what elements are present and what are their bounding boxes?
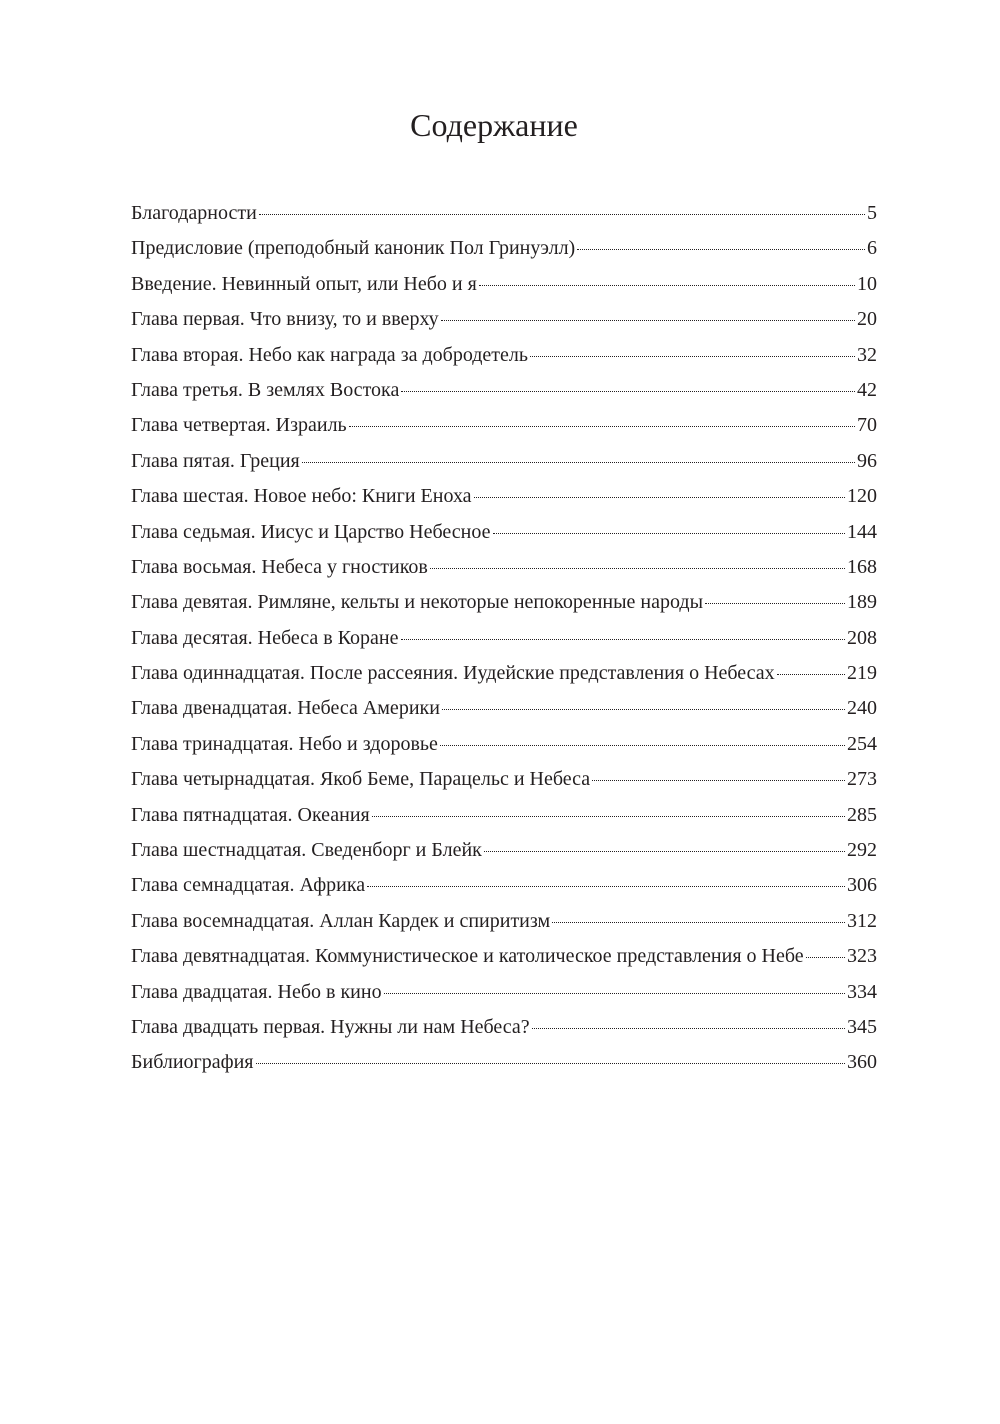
toc-entry-page-number: 5: [867, 202, 877, 224]
dot-leader: [705, 603, 845, 604]
toc-entry-label: Глава четвертая. Израиль: [131, 414, 347, 437]
toc-entry: [131, 833, 877, 868]
toc-entry: [131, 373, 877, 408]
toc-entry-page-number: 323: [847, 945, 877, 968]
dot-leader: [441, 320, 855, 321]
dot-leader: [349, 426, 855, 427]
toc-entry-label: Глава седьмая. Иисус и Царство Небесное: [131, 520, 491, 543]
toc-entry-page-number: 360: [847, 1051, 877, 1074]
toc-entry-page-number: 189: [847, 591, 877, 614]
toc-entry-label: Библиография: [131, 1051, 254, 1074]
toc-entry: [131, 550, 877, 585]
toc-entry-page-number: 240: [847, 697, 877, 720]
toc-entry-page-number: 254: [847, 732, 877, 755]
toc-entry-page-number: 10: [857, 272, 877, 295]
toc-entry-label: Глава десятая. Небеса в Коране: [131, 626, 399, 649]
toc-entry-label: Предисловие (преподобный каноник Пол Гринуэлл): [131, 237, 576, 260]
toc-entry-label: Глава двенадцатая. Небеса Америки: [131, 697, 440, 720]
toc-entry-label: Глава восьмая. Небеса у гностиков: [131, 555, 428, 578]
toc-entry-page-number: 273: [847, 768, 877, 791]
toc-entry-label: Глава пятая. Греция: [131, 449, 300, 472]
dot-leader: [440, 745, 845, 746]
toc-entry-page-number: 6: [867, 237, 877, 260]
toc-entry-page-number: 306: [847, 874, 877, 897]
toc-entry: [131, 727, 877, 762]
toc-entry: [131, 444, 877, 479]
toc-entry-label: Глава двадцатая. Небо в кино: [131, 980, 382, 1003]
toc-entry-page-number: 120: [847, 485, 877, 508]
toc-entry-page-number: 96: [857, 449, 877, 472]
toc-entry: [131, 798, 877, 833]
toc-entry-page-number: 219: [847, 662, 877, 685]
dot-leader: [401, 639, 845, 640]
toc-entry-label: Глава пятнадцатая. Океания: [131, 803, 370, 826]
dot-leader: [532, 1028, 845, 1029]
toc-entry-label: Глава вторая. Небо как награда за добродетель: [131, 343, 529, 366]
dot-leader: [479, 285, 855, 286]
toc-entry-page-number: 144: [847, 520, 877, 543]
dot-leader: [401, 391, 855, 392]
toc-entry-page-number: 285: [847, 803, 877, 826]
toc-entry: [131, 302, 877, 337]
toc-entry: [131, 1045, 877, 1080]
toc-entry: [131, 904, 877, 939]
toc-entry-label: Благодарности: [131, 202, 257, 224]
dot-leader: [552, 922, 845, 923]
toc-entry-page-number: 208: [847, 626, 877, 649]
dot-leader: [256, 1063, 846, 1064]
toc-entry: [131, 479, 877, 514]
toc-entry-label: Глава двадцать первая. Нужны ли нам Небеса?: [131, 1015, 530, 1038]
dot-leader: [442, 709, 845, 710]
toc-entry: [131, 975, 877, 1010]
toc-entry-page-number: 32: [857, 343, 877, 366]
table-of-contents: [131, 196, 877, 1081]
toc-entry-label: Глава четырнадцатая. Якоб Беме, Парацельс и Небеса: [131, 768, 591, 791]
toc-entry: [131, 762, 877, 797]
dot-leader: [592, 780, 845, 781]
toc-entry: [131, 868, 877, 903]
toc-entry-page-number: 70: [857, 414, 877, 437]
dot-leader: [577, 249, 865, 250]
dot-leader: [806, 957, 845, 958]
toc-entry: [131, 1010, 877, 1045]
toc-entry-page-number: 292: [847, 839, 877, 862]
toc-entry-label: Глава семнадцатая. Африка: [131, 874, 366, 897]
toc-entry-label: Глава тринадцатая. Небо и здоровье: [131, 732, 438, 755]
toc-entry: [131, 338, 877, 373]
dot-leader: [372, 816, 845, 817]
toc-entry: [131, 939, 877, 974]
toc-entry-label: Введение. Невинный опыт, или Небо и я: [131, 272, 477, 295]
page-title: Содержание: [410, 107, 578, 143]
dot-leader: [493, 533, 846, 534]
toc-entry: [131, 691, 877, 726]
dot-leader: [484, 851, 845, 852]
toc-entry: [131, 585, 877, 620]
toc-entry-page-number: 42: [857, 378, 877, 401]
toc-entry: [131, 408, 877, 443]
toc-entry: [131, 656, 877, 691]
toc-entry-page-number: 334: [847, 980, 877, 1003]
toc-entry-label: Глава восемнадцатая. Аллан Кардек и спиритизм: [131, 909, 551, 932]
dot-leader: [384, 993, 845, 994]
dot-leader: [367, 886, 845, 887]
toc-entry-label: Глава девятнадцатая. Коммунистическое и католическое представления о Небе: [131, 945, 804, 968]
dot-leader: [777, 674, 845, 675]
toc-entry-label: Глава шестая. Новое небо: Книги Еноха: [131, 485, 472, 508]
toc-entry-page-number: 312: [847, 909, 877, 932]
toc-entry-page-number: 168: [847, 555, 877, 578]
toc-entry: [131, 267, 877, 302]
toc-entry: [131, 231, 877, 266]
dot-leader: [474, 497, 845, 498]
toc-entry-label: Глава третья. В землях Востока: [131, 378, 400, 401]
toc-entry-page-number: 345: [847, 1015, 877, 1038]
dot-leader: [302, 462, 855, 463]
toc-entry: [131, 515, 877, 550]
toc-entry-label: Глава одиннадцатая. После рассеяния. Иудейские представления о Небесах: [131, 662, 775, 685]
toc-entry-label: Глава шестнадцатая. Сведенборг и Блейк: [131, 839, 482, 862]
toc-entry-page-number: 20: [857, 308, 877, 331]
dot-leader: [430, 568, 845, 569]
toc-entry: [131, 621, 877, 656]
dot-leader: [530, 356, 855, 357]
toc-entry-label: Глава девятая. Римляне, кельты и некоторые непокоренные народы: [131, 591, 704, 614]
toc-entry-label: Глава первая. Что внизу, то и вверху: [131, 308, 439, 331]
dot-leader: [259, 214, 865, 215]
toc-entry: [131, 196, 877, 231]
